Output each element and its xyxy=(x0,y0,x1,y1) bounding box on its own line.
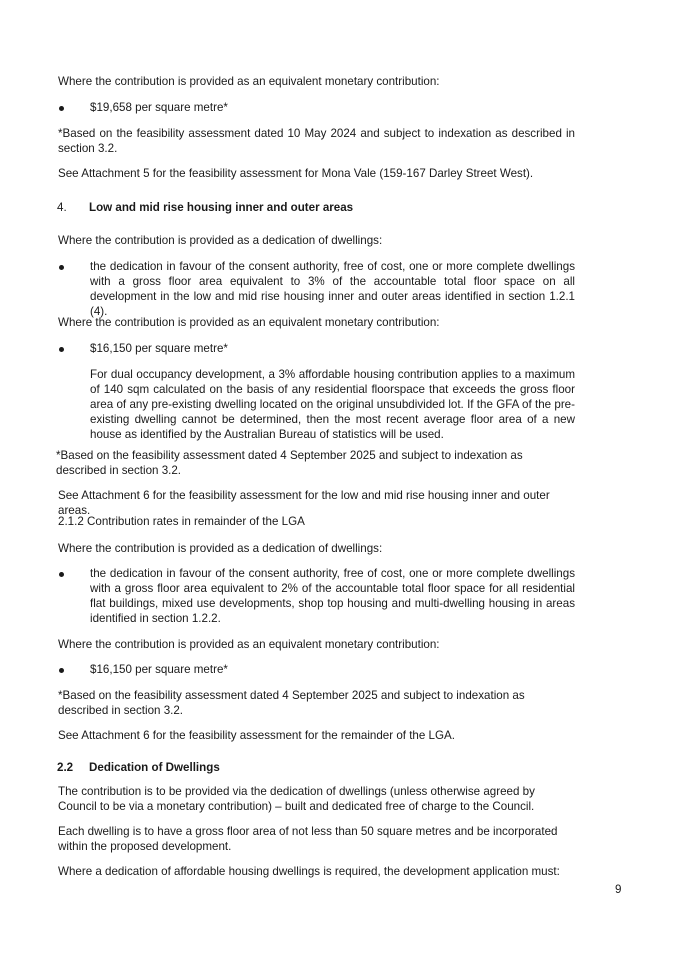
attachment-reference: See Attachment 5 for the feasibility assessment for Mona Vale (159-167 Darley Street West). xyxy=(58,167,534,180)
section-number: 2.2 xyxy=(57,761,74,774)
page-number: 9 xyxy=(615,883,622,896)
section-title: Dedication of Dwellings xyxy=(89,761,220,774)
dedication-intro-paragraph: Where the contribution is provided as a dedication of dwellings: xyxy=(58,234,383,247)
rate-bullet-item xyxy=(58,662,575,677)
dedication-bullet-item xyxy=(58,566,575,626)
dedication-bullet-item xyxy=(58,259,575,319)
dedication-bullet-text: the dedication in favour of the consent authority, free of cost, one or more complete dwellings with a gross floor area equivalent to 3% of the accountable total floor space on all development in the low and mid rise housing inner and outer areas identified in section 1.2.1 (4). xyxy=(90,260,575,318)
attachment-reference: See Attachment 6 for the feasibility assessment for the remainder of the LGA. xyxy=(58,729,455,742)
dedication-intro-paragraph: Where the contribution is provided as a dedication of dwellings: xyxy=(58,542,383,555)
footnote-paragraph: *Based on the feasibility assessment dated 4 September 2025 and subject to indexation as described in section 3.2. xyxy=(56,449,523,477)
rate-text: $19,658 per square metre* xyxy=(90,101,228,114)
dedication-bullet-text: the dedication in favour of the consent authority, free of cost, one or more complete dwellings with a gross floor area equivalent to 2% of the accountable total floor space for all residential flat buildings, mixed use developments, shop top housing and multi-dwelling housing in areas identified in section 1.2.2. xyxy=(90,567,575,625)
monetary-intro-paragraph: Where the contribution is provided as an equivalent monetary contribution: xyxy=(58,638,440,651)
rate-bullet-item xyxy=(58,100,575,115)
section-number: 4. xyxy=(57,201,67,214)
footnote-paragraph: *Based on the feasibility assessment dated 4 September 2025 and subject to indexation as described in section 3.2. xyxy=(58,689,525,717)
subsection-heading: 2.1.2 Contribution rates in remainder of the LGA xyxy=(58,515,305,528)
footnote-paragraph: *Based on the feasibility assessment dated 10 May 2024 and subject to indexation as described in section 3.2. xyxy=(58,127,575,155)
rate-bullet-item xyxy=(58,341,575,356)
monetary-intro-paragraph: Where the contribution is provided as an equivalent monetary contribution: xyxy=(58,75,440,88)
section-title: Low and mid rise housing inner and outer areas xyxy=(89,201,354,214)
body-paragraph: Each dwelling is to have a gross floor area of not less than 50 square metres and be incorporated within the proposed development. xyxy=(58,825,558,853)
rate-text: $16,150 per square metre* xyxy=(90,663,228,676)
attachment-reference: See Attachment 6 for the feasibility assessment for the low and mid rise housing inner and outer areas. xyxy=(58,489,550,517)
monetary-intro-paragraph: Where the contribution is provided as an equivalent monetary contribution: xyxy=(58,316,440,329)
rate-text: $16,150 per square metre* xyxy=(90,342,228,355)
body-paragraph: Where a dedication of affordable housing dwellings is required, the development application must: xyxy=(58,865,560,878)
dual-occupancy-paragraph: For dual occupancy development, a 3% affordable housing contribution applies to a maximum of 140 sqm calculated on the basis of any residential floorspace that exceeds the gross floor area of any pre-existing dwelling located on the original unsubdivided lot. If the GFA of the pre-existing dwelling cannot be determined, then the most recent average floor area of a new house as identified by the Australian Bureau of statistics will be used. xyxy=(90,368,575,441)
body-paragraph: The contribution is to be provided via the dedication of dwellings (unless otherwise agreed by Council to be via a monetary contribution) – built and dedicated free of charge to the Council. xyxy=(58,785,535,813)
